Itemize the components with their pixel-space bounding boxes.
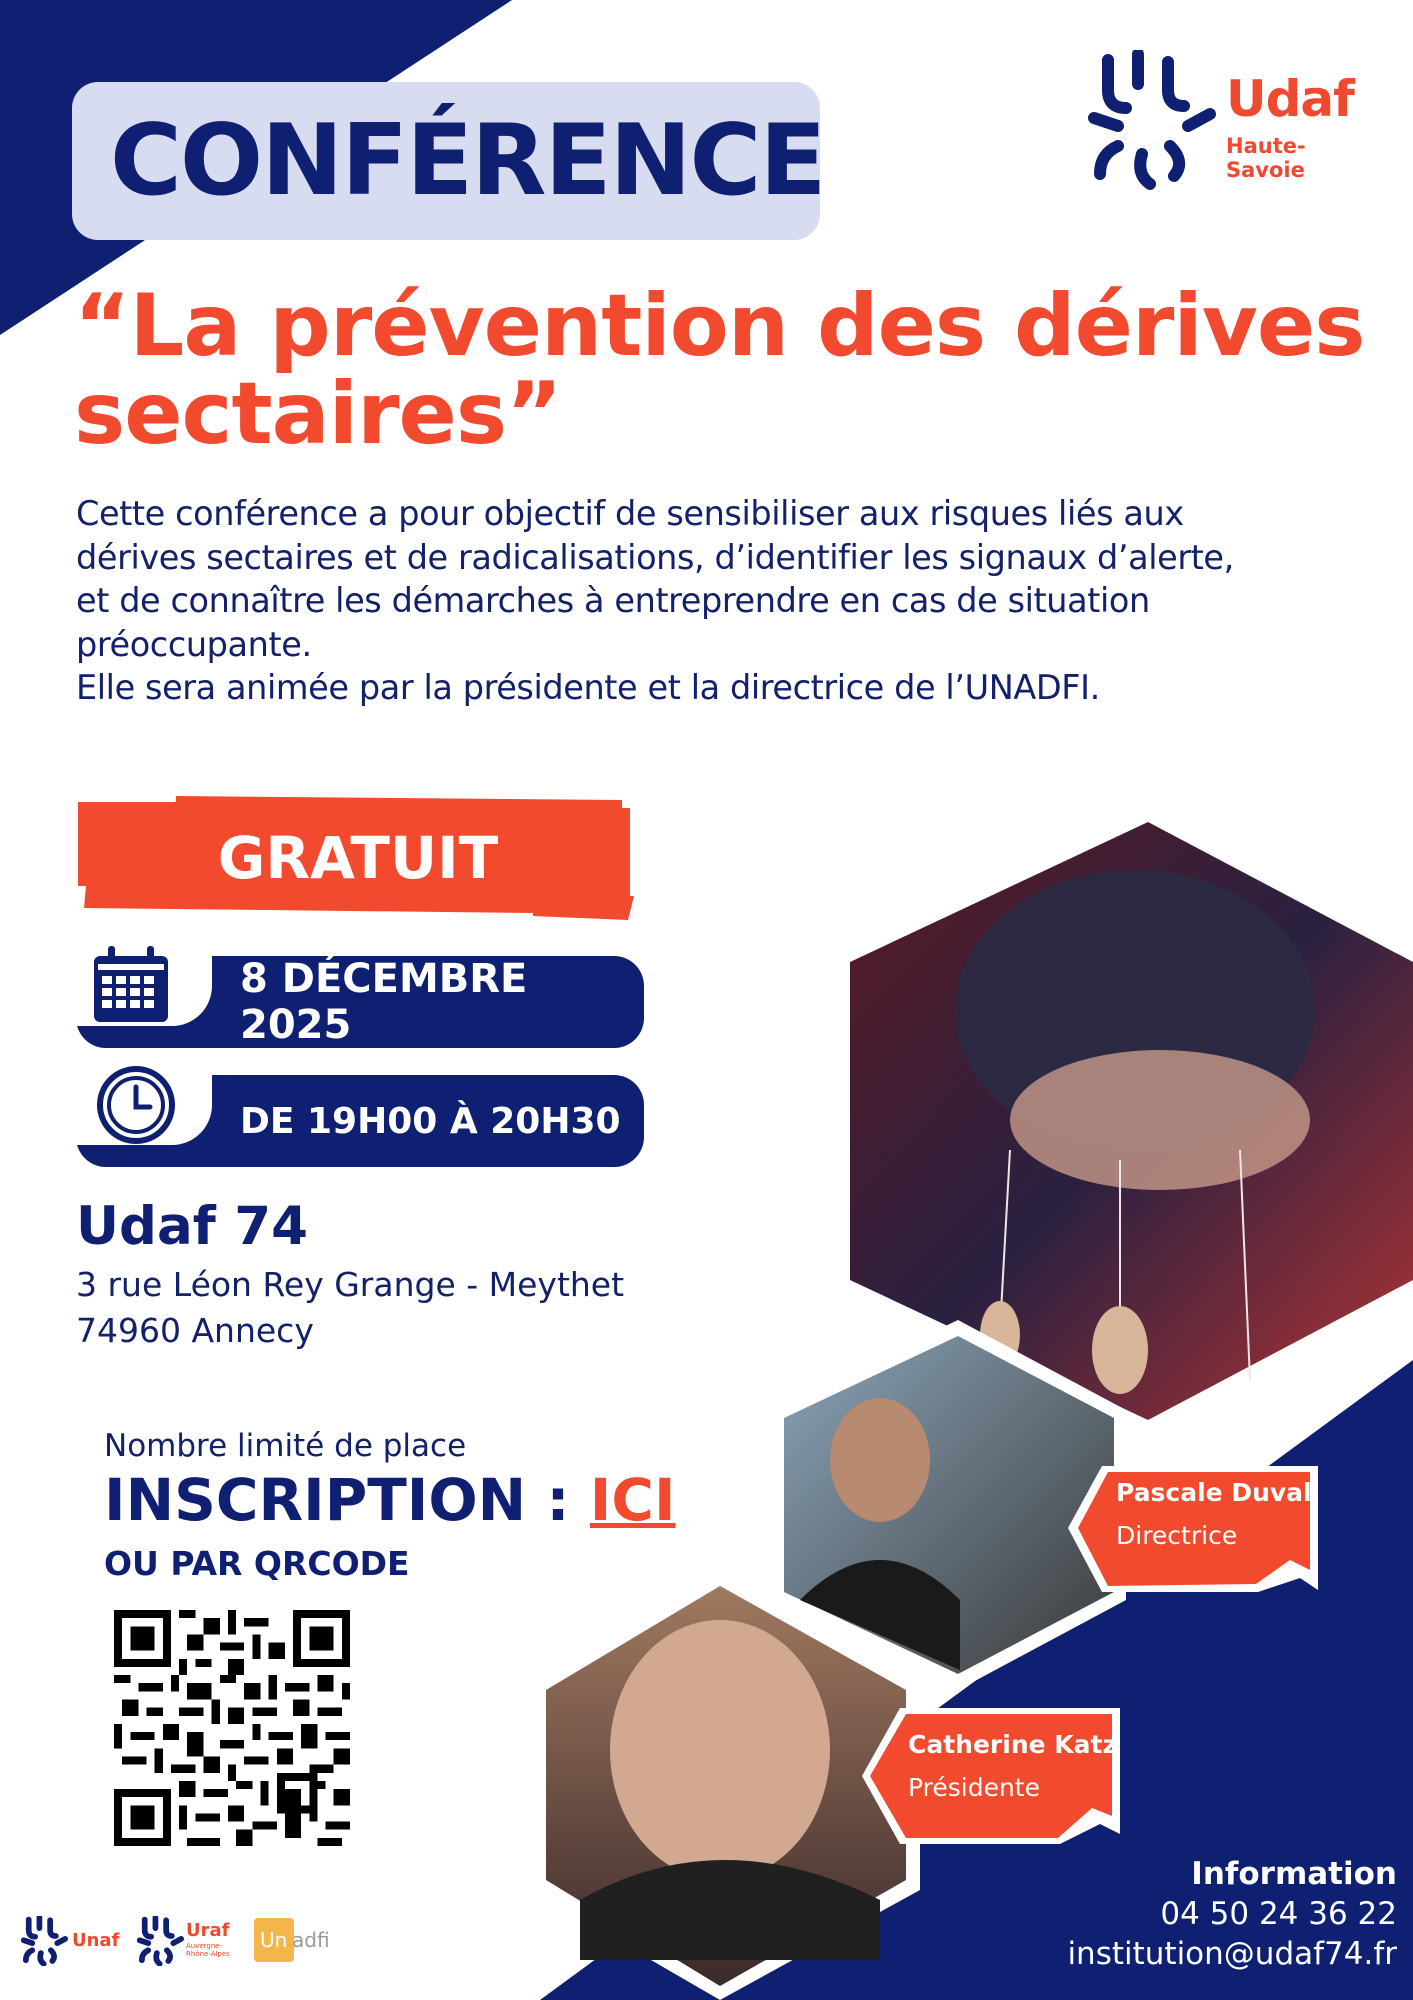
description-line: Cette conférence a pour objectif de sensibiliser aux risques liés aux xyxy=(76,494,1184,533)
speaker-name: Pascale Duval xyxy=(1116,1478,1312,1507)
uraf-label: Uraf xyxy=(186,1920,230,1941)
unaf-label: Unaf xyxy=(72,1930,120,1951)
description-line: dérives sectaires et de radicalisations, d’identifier les signaux d’alerte, xyxy=(76,537,1234,577)
speaker-tag-catherine xyxy=(908,1730,1117,1802)
address-line-2: 74960 Annecy xyxy=(76,1311,314,1350)
description-line: Elle sera animée par la présidente et la directrice de l’UNADFI. xyxy=(76,668,1100,707)
contact-phone[interactable]: 04 50 24 36 22 xyxy=(1160,1896,1397,1932)
registration-link[interactable]: ICI xyxy=(589,1466,676,1534)
description-line: préoccupante. xyxy=(76,624,312,664)
title-line-2: sectaires” xyxy=(74,364,562,464)
contact-info xyxy=(1067,1856,1397,1972)
contact-email[interactable]: institution@udaf74.fr xyxy=(1067,1936,1397,1972)
speaker-role: Directrice xyxy=(1116,1521,1238,1550)
qrcode-label: OU PAR QRCODE xyxy=(104,1544,410,1583)
uraf-logo-icon xyxy=(134,1916,184,1966)
conference-label: CONFÉRENCE xyxy=(110,104,825,218)
registration-label: INSCRIPTION : xyxy=(104,1466,570,1534)
uraf-region: Auvergne-Rhône-Alpes xyxy=(186,1942,230,1958)
limited-seats-note: Nombre limité de place xyxy=(104,1428,467,1464)
venue-name: Udaf 74 xyxy=(76,1196,309,1257)
price-label: GRATUIT xyxy=(217,824,499,892)
speaker-role: Présidente xyxy=(908,1773,1040,1802)
speaker-name: Catherine Katz xyxy=(908,1730,1118,1759)
speaker-tag-pascale xyxy=(1116,1478,1312,1550)
event-date: 8 DÉCEMBRE 2025 xyxy=(240,956,528,1048)
unaf-logo-icon xyxy=(18,1916,68,1966)
unadfi-label-b: adfi xyxy=(292,1928,330,1952)
logo-brand: Udaf xyxy=(1226,70,1354,128)
logo-region: Haute-Savoie xyxy=(1226,134,1306,182)
unadfi-label-a: Un xyxy=(260,1928,288,1952)
title-line-1: “La prévention des dérives xyxy=(74,276,1365,376)
address-line-1: 3 rue Léon Rey Grange - Meythet xyxy=(76,1265,625,1304)
contact-heading: Information xyxy=(1191,1856,1397,1892)
event-time: DE 19H00 À 20H30 xyxy=(240,1100,621,1142)
description-line: et de connaître les démarches à entreprendre en cas de situation xyxy=(76,581,1150,620)
partner-logos xyxy=(18,1912,348,1968)
